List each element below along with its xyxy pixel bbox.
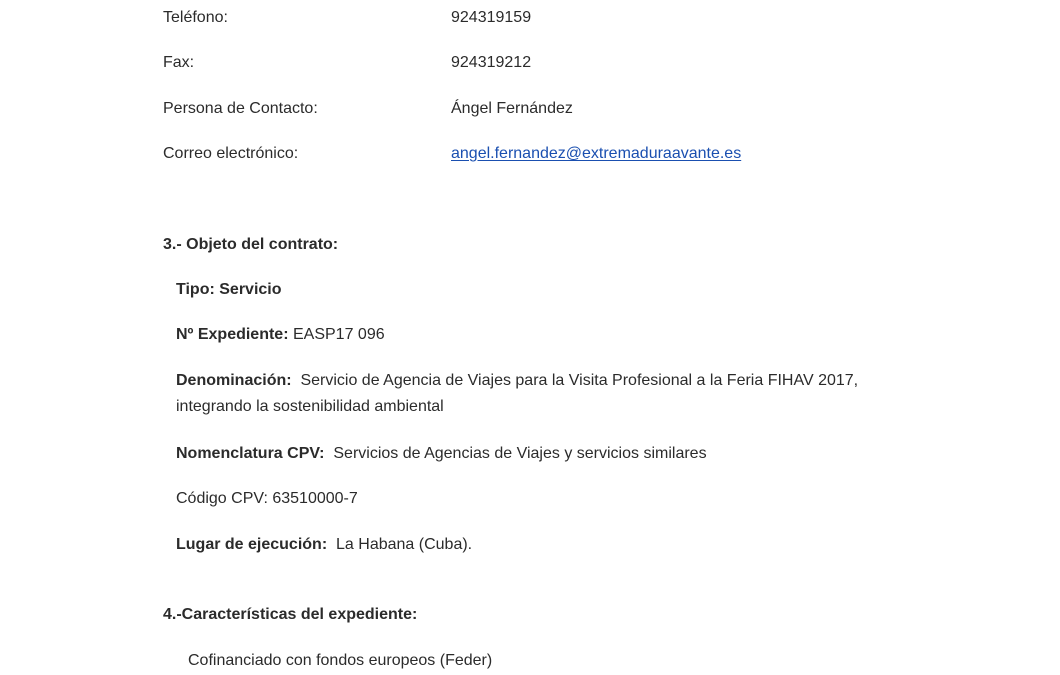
tipo-field [176, 280, 282, 300]
codigo-cpv-field [176, 489, 358, 509]
nomenclatura-cpv-label: Nomenclatura CPV: [176, 445, 325, 462]
nomenclatura-cpv-value: Servicios de Agencias de Viajes y servicios similares [333, 445, 707, 462]
denominacion-field [176, 368, 916, 420]
persona-contacto-label: Persona de Contacto: [163, 100, 318, 117]
lugar-ejecucion-value: La Habana (Cuba). [336, 536, 473, 553]
tipo-label: Tipo: Servicio [176, 281, 282, 298]
section-3-heading: 3.- Objeto del contrato: [163, 236, 339, 253]
correo-label: Correo electrónico: [163, 145, 299, 162]
fax-value: 924319212 [451, 54, 532, 71]
lugar-ejecucion-field [176, 535, 472, 555]
codigo-cpv-value: 63510000-7 [272, 490, 358, 507]
expediente-field [176, 325, 385, 345]
telefono-label: Teléfono: [163, 9, 228, 26]
cofinanciado-text: Cofinanciado con fondos europeos (Feder) [188, 652, 493, 669]
nomenclatura-cpv-field [176, 444, 707, 464]
fax-label: Fax: [163, 54, 195, 71]
persona-contacto-value: Ángel Fernández [451, 100, 573, 117]
telefono-value: 924319159 [451, 9, 532, 26]
correo-link[interactable]: angel.fernandez@extremaduraavante.es [451, 145, 742, 162]
section-4-heading: 4.-Características del expediente: [163, 606, 418, 623]
lugar-ejecucion-label: Lugar de ejecución: [176, 536, 328, 553]
denominacion-value: Servicio de Agencia de Viajes para la Visita Profesional a la Feria FIHAV 2017, integrando la sostenibilidad ambiental [176, 372, 859, 415]
expediente-label: Nº Expediente: [176, 326, 289, 343]
denominacion-label: Denominación: [176, 372, 292, 389]
expediente-value: EASP17 096 [292, 326, 385, 343]
codigo-cpv-label: Código CPV: [176, 490, 268, 507]
